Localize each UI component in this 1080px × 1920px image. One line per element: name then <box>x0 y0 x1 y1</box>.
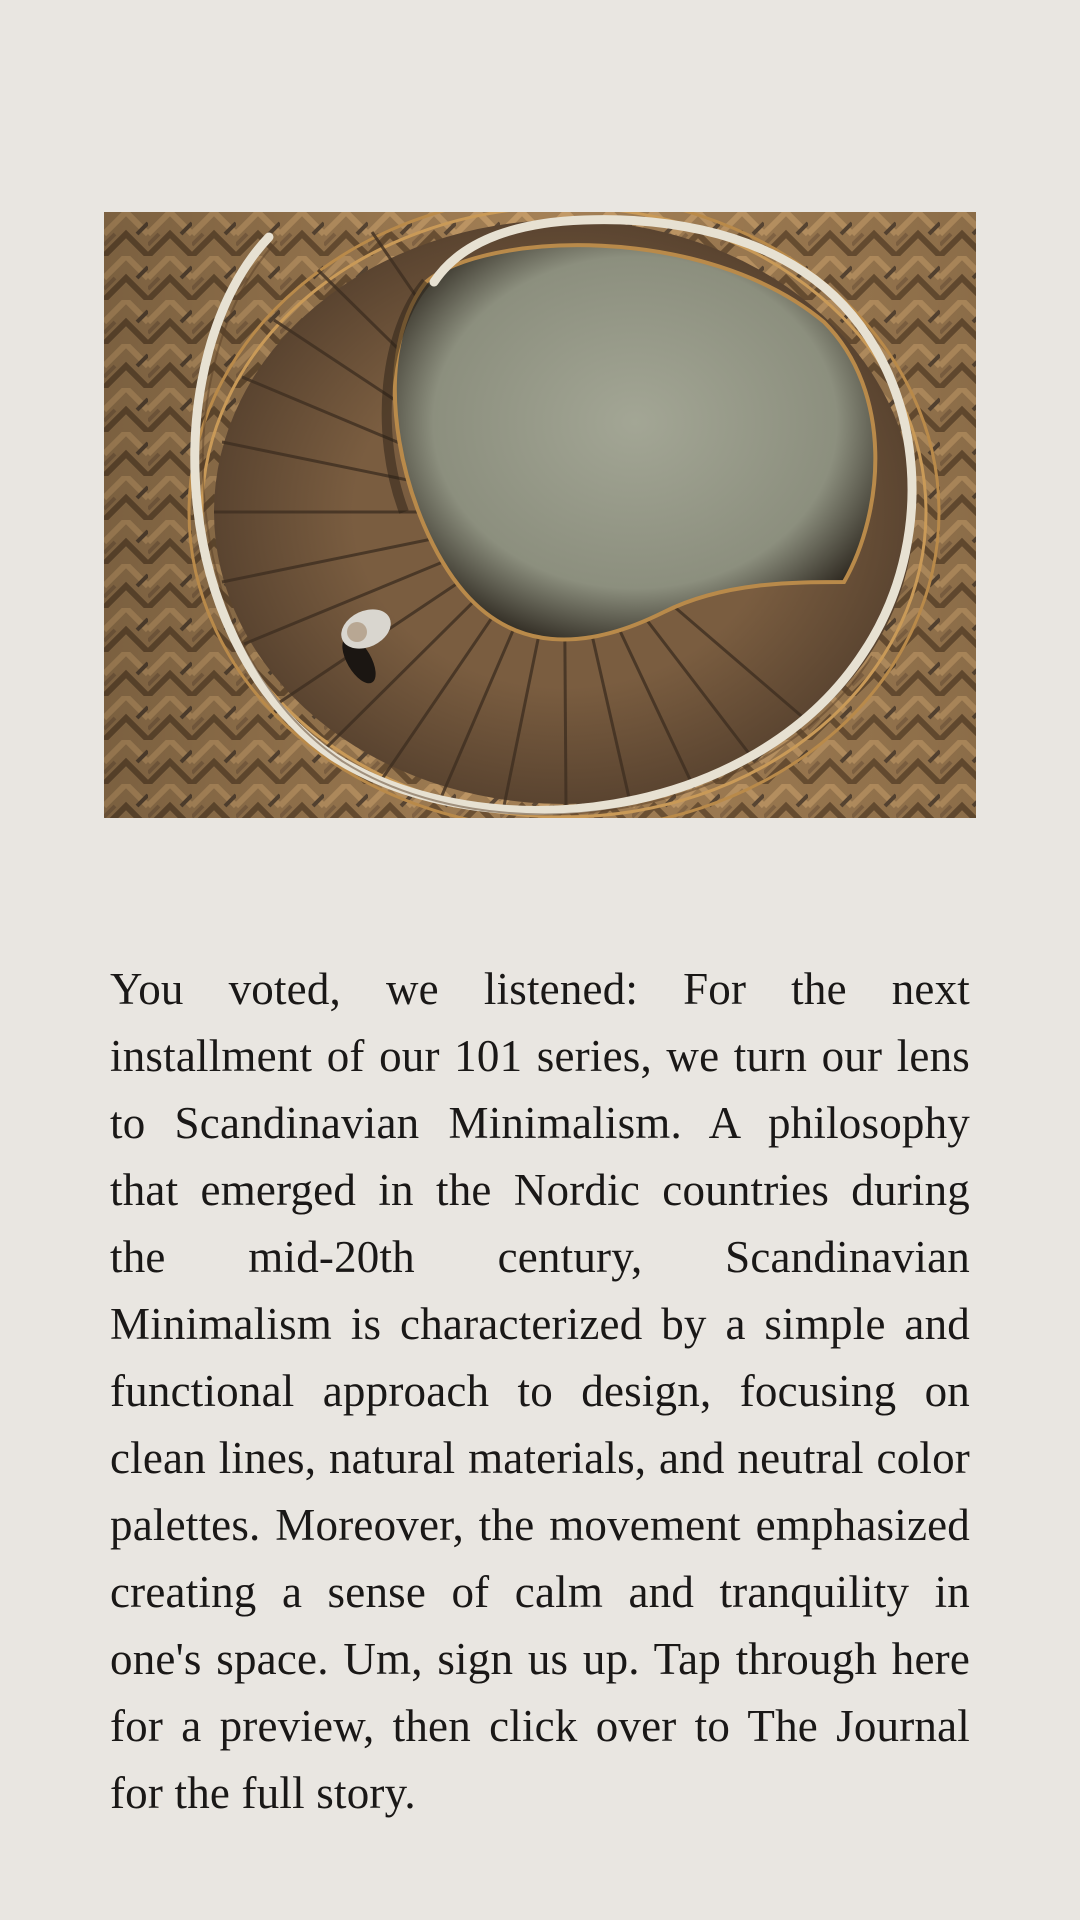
story-paragraph: You voted, we listened: For the next installment of our 101 series, we turn our lens to Scandinavian Minimalism. A philosophy that emerged in the Nordic countries during the mid-20th century, Scandinavian Minimalism is characterized by a simple and functional approach to design, focusing on clean lines, natural materials, and neutral color palettes. Moreover, the movement emphasized creating a sense of calm and tranquility in one's space. Um, sign us up. Tap through here for a preview, then click over to The Journal for the full story. <box>110 964 970 1818</box>
spiral-staircase-photo <box>104 212 976 818</box>
staircase-illustration <box>104 212 976 818</box>
